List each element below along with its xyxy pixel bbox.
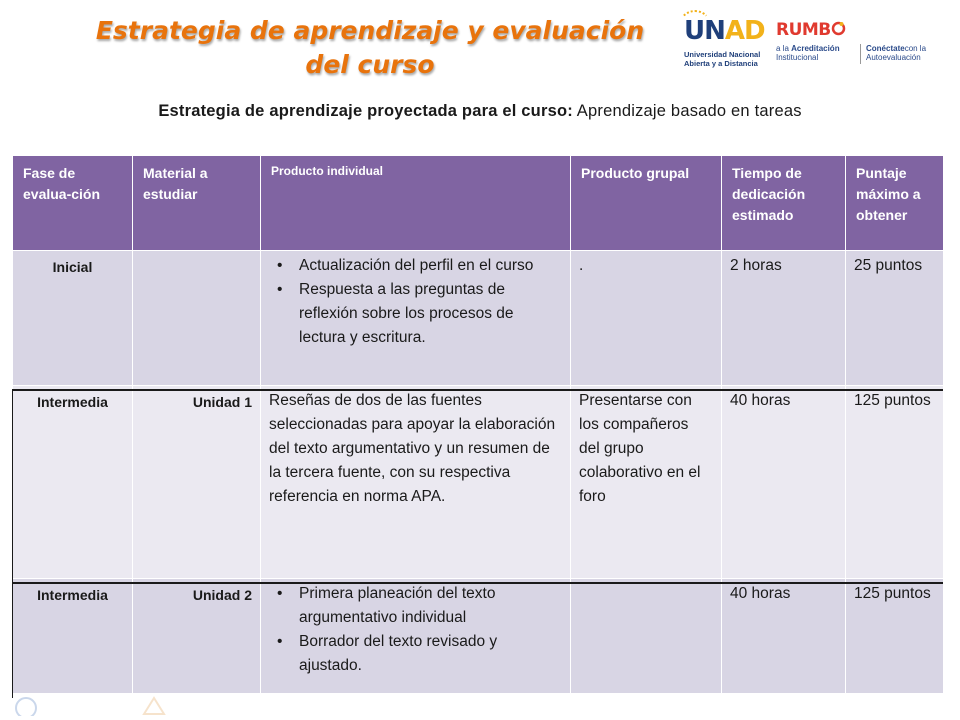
row3-material: Unidad 2 [133, 579, 261, 694]
rumbo-separator [860, 44, 861, 64]
row3-score: 125 puntos [846, 579, 944, 694]
title-line-1: Estrategia de aprendizaje y evaluación [95, 16, 645, 45]
unad-subtitle-line2: Abierta y a Distancia [684, 59, 758, 68]
list-item: • Primera planeación del texto argumentativo individual [289, 582, 562, 630]
list-item: • Borrador del texto revisado y ajustado. [289, 630, 562, 678]
page-title [60, 14, 680, 82]
header-material: Material a estudiar [133, 156, 261, 251]
list-item: • Respuesta a las preguntas de reflexión sobre los procesos de lectura y escritura. [289, 278, 562, 350]
table-row [13, 251, 944, 386]
unad-subtitle-line1: Universidad Nacional [684, 50, 761, 59]
table-row [13, 386, 944, 579]
rumbo-subtitle [776, 44, 840, 62]
unad-letter-n: N [704, 16, 725, 46]
row2-time: 40 horas [722, 386, 846, 579]
rumbo-logo [776, 20, 946, 70]
strategy-line [0, 102, 960, 121]
rumbo-sub1-b: Acreditación [791, 44, 840, 53]
header-phase: Fase de evalua-ción [13, 156, 133, 251]
row2-material: Unidad 1 [133, 386, 261, 579]
rumbo-word-text: RUMB [776, 20, 831, 40]
list-item: • Actualización del perfil en el curso [289, 254, 562, 278]
row1-score: 25 puntos [846, 251, 944, 386]
table-row [13, 579, 944, 694]
header-score: Puntaje máximo a obtener [846, 156, 944, 251]
rumbo-sub2: Institucional [776, 53, 819, 62]
row3-group [571, 579, 722, 694]
row1-group: . [571, 251, 722, 386]
header-group: Producto grupal [571, 156, 722, 251]
evaluation-table [12, 155, 944, 694]
header-individual: Producto individual [261, 156, 571, 251]
header-time: Tiempo de dedicación estimado [722, 156, 846, 251]
title-line-2: del curso [305, 50, 435, 79]
table-left-edge [12, 389, 13, 698]
rumbo-sub4: Autoevaluación [866, 53, 921, 62]
strategy-value: Aprendizaje basado en tareas [572, 102, 802, 120]
footer-decoration-icon [14, 694, 174, 716]
unad-wordmark [684, 16, 765, 46]
row1-phase: Inicial [13, 251, 133, 386]
row2-score: 125 puntos [846, 386, 944, 579]
row3-time: 40 horas [722, 579, 846, 694]
row2-group: Presentarse con los compañeros del grupo colaborativo en el foro [571, 386, 722, 579]
rumbo-wordmark [776, 20, 846, 40]
row1-individual [261, 251, 571, 386]
row2-phase: Intermedia [13, 386, 133, 579]
table-header-row [13, 156, 944, 251]
rumbo-sub3-b: con la [904, 44, 927, 53]
rumbo-sub1-a: a la [776, 44, 792, 53]
row1-time: 2 horas [722, 251, 846, 386]
unad-letters-ad: AD [724, 16, 765, 46]
row2-individual: Reseñas de dos de las fuentes seleccionadas para apoyar la elaboración del texto argumentativo y un resumen de la tercera fuente, con su respectiva referencia en norma APA. [261, 386, 571, 579]
row1-material [133, 251, 261, 386]
rumbo-o-icon [831, 21, 846, 36]
strategy-label: Estrategia de aprendizaje proyectada para el curso: [158, 102, 573, 120]
rumbo-sub3-a: Conéctate [866, 44, 905, 53]
row3-phase: Intermedia [13, 579, 133, 694]
unad-subtitle [684, 50, 760, 68]
rumbo-subtitle-right [866, 44, 926, 62]
unad-letter-u: U [684, 16, 705, 46]
logo-area [674, 10, 944, 72]
row3-individual [261, 579, 571, 694]
row-divider [12, 582, 943, 584]
row-divider [12, 389, 943, 391]
